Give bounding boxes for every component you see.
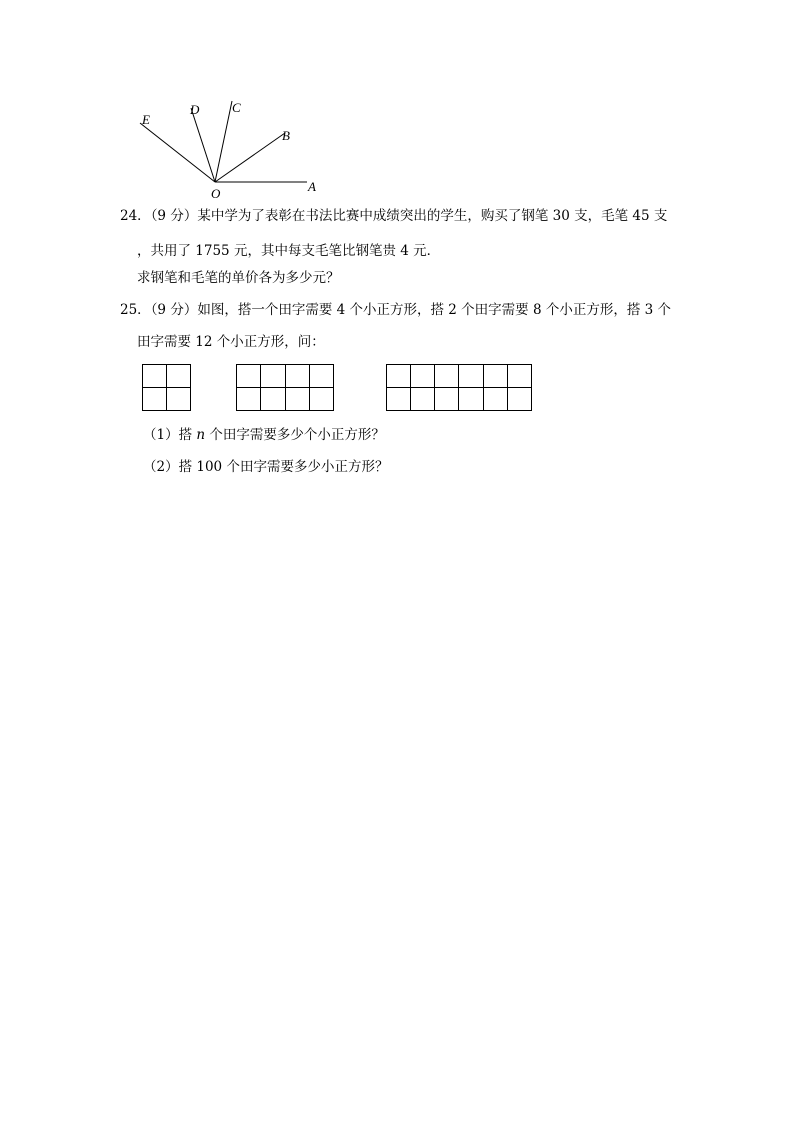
label-A: A [308,179,316,194]
ray-OE [140,123,215,182]
q24-score: （9 分） [150,208,198,224]
q24-line1 [120,206,667,226]
q25-sub1-suffix: 个田字需要多少个小正方形？ [205,427,385,443]
q25-sub1 [143,425,385,445]
q24-text-2: ，共用了 1755 元，其中每支毛笔比钢笔贵 4 元． [137,243,441,259]
q24-line2 [137,241,440,261]
q25-sub1-var: n [196,427,206,443]
q25-sub2 [143,457,388,477]
q25-number: 25． [120,302,151,318]
q25-score: （9 分） [150,302,198,318]
tian-grid-figures [140,362,535,414]
q25-line2 [137,332,325,352]
q25-text-2: 田字需要 12 个小正方形，问： [137,334,325,350]
ray-OB [215,133,285,182]
tian-grid-3 [387,365,532,411]
q24-line3 [137,268,340,288]
q25-sub1-prefix: （1）搭 [143,427,197,443]
tian-grid-1 [143,365,191,411]
label-O: O [211,186,221,201]
angle-figure [120,95,330,205]
q25-sub2-text: （2）搭 100 个田字需要多少小正方形？ [143,459,389,475]
q25-line1 [120,300,671,320]
label-D: D [190,102,200,117]
ray-OD [191,108,215,182]
q24-text-1: 某中学为了表彰在书法比赛中成绩突出的学生，购买了钢笔 30 支，毛笔 45 支 [197,208,668,224]
q24-text-3: 求钢笔和毛笔的单价各为多少元？ [137,270,340,286]
label-B: B [282,128,290,143]
q24-number: 24． [120,208,151,224]
label-C: C [232,100,241,115]
label-E: E [142,112,150,127]
tian-grid-2 [237,365,334,411]
ray-OC [215,101,232,182]
q25-text-1: 如图，搭一个田字需要 4 个小正方形，搭 2 个田字需要 8 个小正方形，搭 3 个 [197,302,672,318]
